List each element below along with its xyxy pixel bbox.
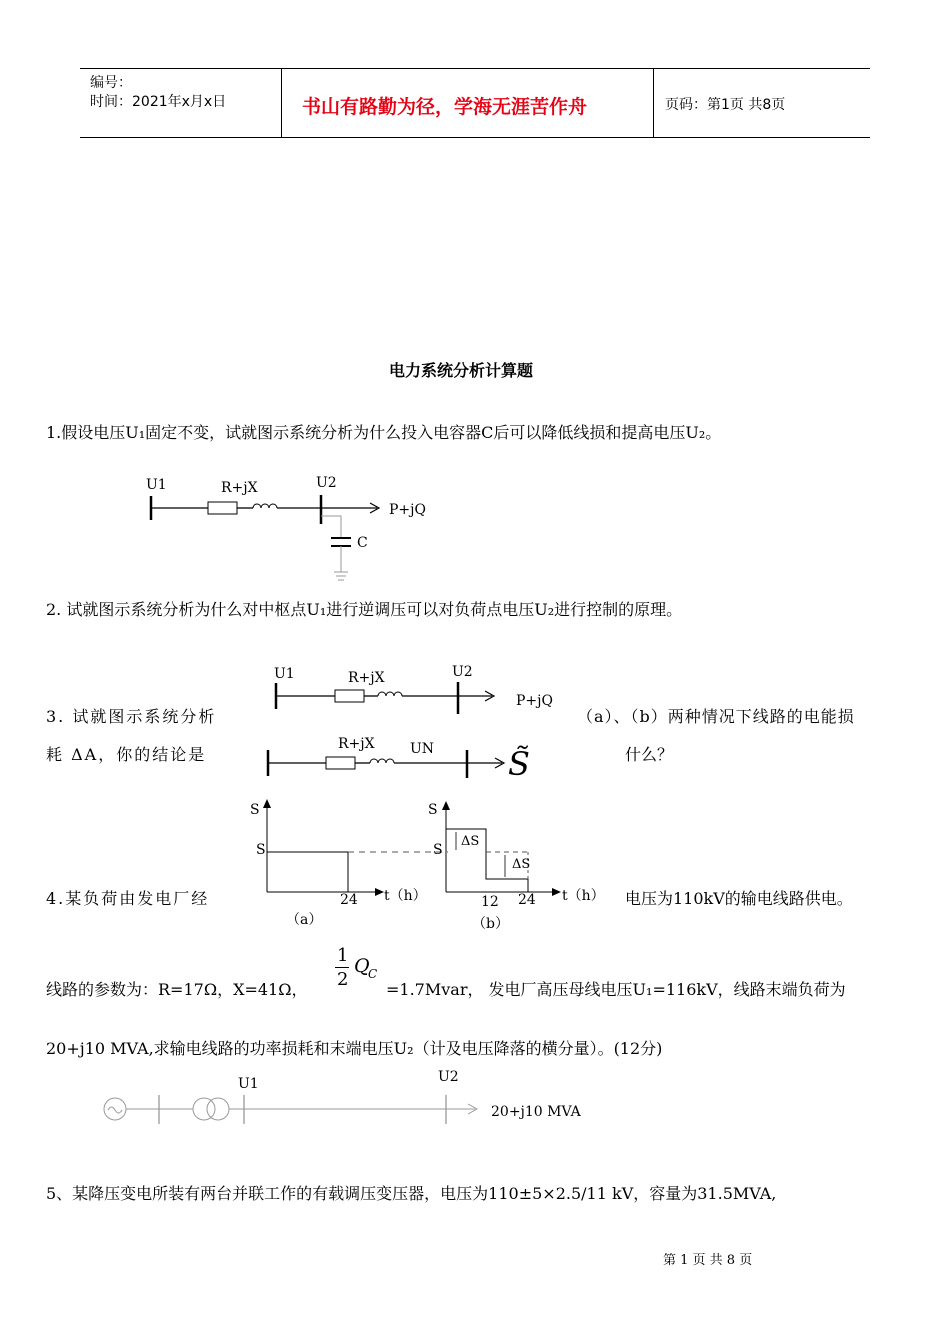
graph-b-tick-12: 12 [481,894,499,910]
graph-b-x-label: t（h） [562,888,605,904]
time-label: 时间：2021年x月x日 [90,94,227,110]
graph-a-level-label: S [256,842,266,858]
footer-page-number: 第 1 页 共 8 页 [663,1253,753,1268]
question-4-line1-right: 电压为110kV的输电线路供电。 [625,889,853,908]
qc-symbol: Q [354,955,370,977]
q4-u2-label: U2 [438,1069,459,1085]
question-4-line2-b: =1.7Mvar， 发电厂高压母线电压U₁=116kV，线路末端负荷为 [386,980,846,999]
graph-a-tick: 24 [340,892,358,908]
graph-a-caption: （a） [286,912,323,928]
qc-fraction-numerator: 1 [337,945,349,966]
header-table [80,68,870,138]
question-1-text: 1.假设电压U₁固定不变，试就图示系统分析为什么投入电容器C后可以降低线损和提高电压U₂。 [46,423,722,442]
question-3-line2-left: 耗 ΔA，你的结论是 [46,745,207,764]
graph-b-y-label: S [428,802,438,818]
question-3-line2-right: 什么？ [625,745,674,764]
q3-impedance-top-label: R+jX [348,670,385,686]
graph-b-delta-2: ΔS [512,857,531,872]
serial-label: 编号： [90,75,132,91]
q3-un-label: UN [410,741,435,757]
question-4-line1-left: 4.某负荷由发电厂经 [46,889,210,908]
graph-b-level-label: S [433,842,443,858]
q1-cap-label: C [357,535,368,551]
motto: 书山有路勤为径，学海无涯苦作舟 [302,96,588,118]
q4-u1-label: U1 [238,1076,259,1092]
q3-s-tilde-label: S̃ [508,745,530,783]
doc-title: 电力系统分析计算题 [389,361,534,380]
graph-a-x-label: t（h） [384,888,427,904]
q3-u1-label: U1 [274,666,295,682]
q3-impedance-bottom-label: R+jX [338,736,375,752]
q1-load-label: P+jQ [389,502,426,518]
graph-b-tick-24: 24 [518,892,536,908]
header-divider [653,69,654,137]
question-5-text: 5、某降压变电所装有两台并联工作的有载调压变压器，电压为110±5×2.5/11 kV，容量为31.5MVA, [46,1184,777,1203]
question-4-line3: 20+j10 MVA,求输电线路的功率损耗和末端电压U₂（计及电压降落的横分量）。(12分) [46,1039,663,1058]
question-4-line2-a: 线路的参数为：R=17Ω，X=41Ω， [46,980,308,999]
q3-u2-label: U2 [452,664,473,680]
graph-a-y-label: S [250,802,260,818]
q4-load-label: 20+j10 MVA [491,1104,581,1120]
qc-fraction-denominator: 2 [337,969,349,990]
question-2-text: 2. 试就图示系统分析为什么对中枢点U₁进行逆调压可以对负荷点电压U₂进行控制的原理。 [46,600,683,619]
page-label: 页码：第1页 共8页 [665,97,786,113]
q1-impedance-label: R+jX [221,480,258,496]
q1-u2-label: U2 [316,475,337,491]
question-3-line1-right: （a）、（b）两种情况下线路的电能损 [577,707,855,726]
graph-b-delta-1: ΔS [461,834,480,849]
header-divider [281,69,282,137]
graph-b-caption: （b） [472,916,509,932]
q1-u1-label: U1 [146,477,167,493]
question-3-line1-left: 3. 试就图示系统分析 [46,707,217,726]
qc-fraction-bar [335,967,349,968]
qc-subscript: C [368,967,378,981]
q3-load-label: P+jQ [516,693,553,709]
